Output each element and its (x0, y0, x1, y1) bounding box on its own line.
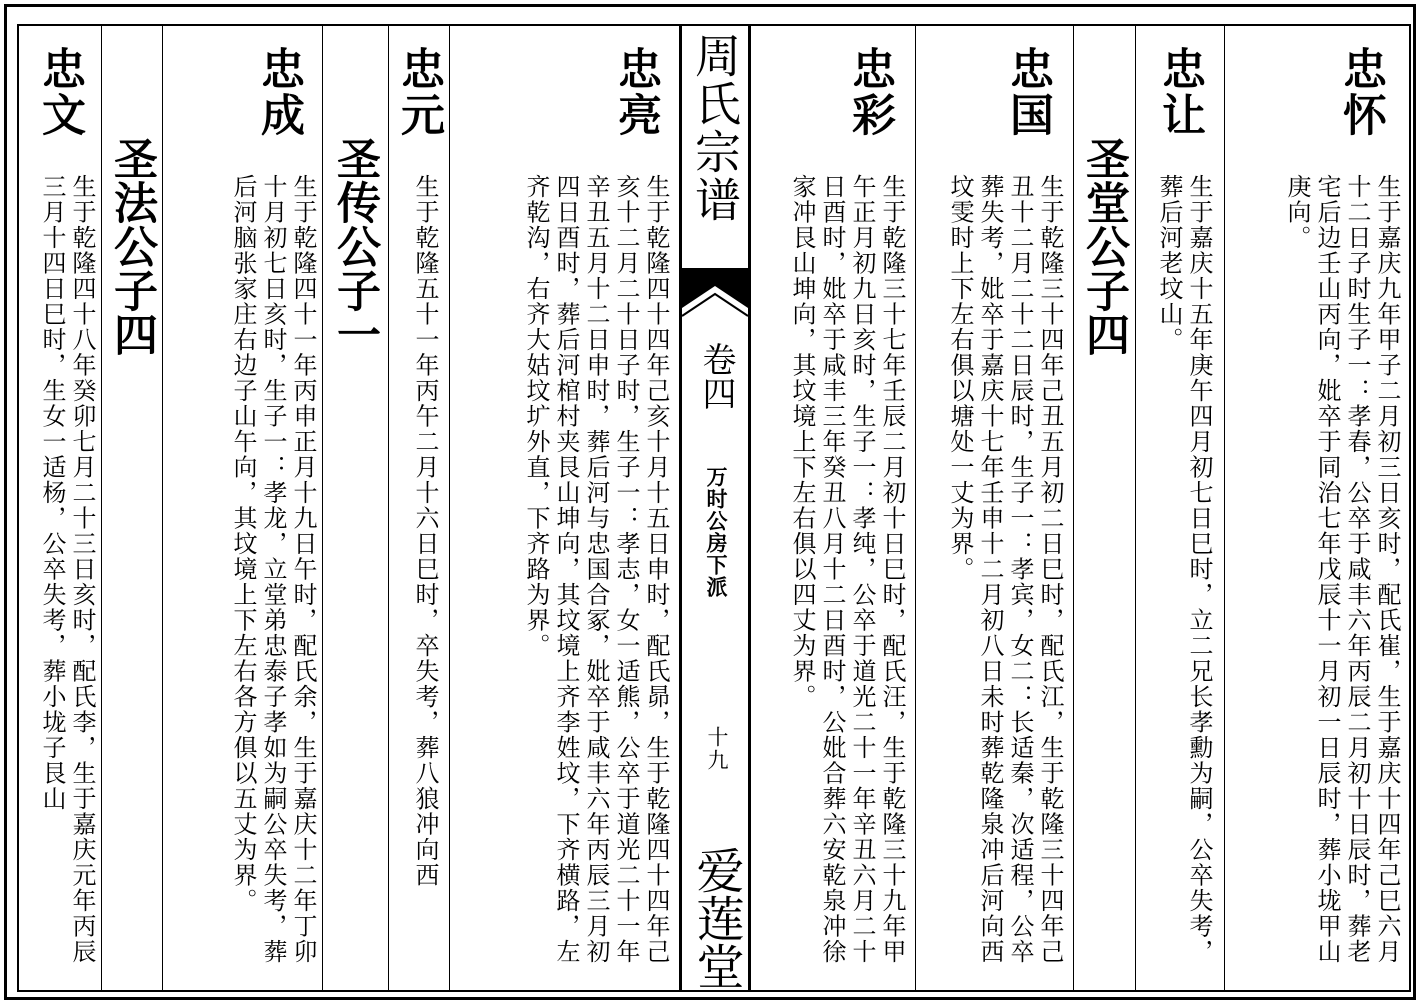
person-name: 忠成 (253, 46, 304, 138)
family-heading: 圣堂公子四 (1078, 136, 1129, 356)
entry-text: 生于嘉庆十五年庚午四月初七日巳时，立二兄长孝勳为嗣，公卒失考，葬后河老坟山。 (1155, 174, 1213, 965)
column-rule (1135, 26, 1136, 990)
branch-label: 万时公房下派 (704, 466, 729, 598)
page-number: 十九 (705, 726, 729, 772)
entry-text: 生于嘉庆九年甲子二月初三日亥时，配氏崔，生于嘉庆十四年己巳六月十二日子时生子一：孝春，公卒于咸丰六年丙辰二月初十日辰时，葬老宅后边壬山丙向，妣卒于同治七年戊辰十一月初一日辰时，葬小垅甲山庚向。 (1283, 174, 1401, 965)
entry-text: 生于乾隆四十四年己亥十月十五日申时，配氏昴，生于乾隆四十四年己亥十二月二十日子时，生子一：孝志，女一适熊，公卒于道光二十一年辛丑五月十二日申时，葬后河与忠国合冢，妣卒于咸丰六年丙辰三月初四日酉时，葬后河棺村夹艮山坤向，其坟境上齐李姓坟，下齐横路，左齐乾沟，右齐大姑坟圹外直，下齐路为界。 (522, 174, 670, 965)
person-name: 忠元 (393, 46, 444, 138)
entry-zhongwen (19, 26, 101, 990)
entry-zhongcheng (162, 26, 322, 990)
book-title: 周氏宗谱 (688, 32, 742, 224)
entry-text: 生于乾隆五十一年丙午二月十六日巳时，卒失考，葬八狼冲向西 (411, 174, 439, 888)
book-spine (679, 26, 751, 990)
person-name: 忠文 (34, 46, 85, 138)
entry-zhongliang (449, 26, 679, 990)
person-name: 忠国 (1002, 46, 1053, 138)
volume-label: 卷四 (696, 342, 736, 410)
entry-zhonghuai (1224, 26, 1409, 990)
column-rule (1224, 26, 1225, 990)
entry-zhongcai (751, 26, 915, 990)
person-name: 忠亮 (610, 46, 661, 138)
column-rule (915, 26, 916, 990)
person-name: 忠怀 (1335, 46, 1386, 138)
column-rule (1073, 26, 1074, 990)
entry-zhongguo (915, 26, 1073, 990)
entry-text: 生于乾隆三十四年己丑五月初二日巳时，配氏江，生于乾隆三十四年己丑十二月二十二日辰时，生子一：孝宾，女二：长适秦，次适程，公卒葬失考，妣卒于嘉庆十七年壬申十二月初八日未时葬乾隆泉冲后河向西坟雯时上下左右俱以塘处一丈为界。 (946, 174, 1064, 965)
person-name: 忠让 (1154, 46, 1205, 138)
heading-column (101, 26, 162, 990)
entry-zhongyuan (388, 26, 449, 990)
family-heading: 圣传公子一 (329, 136, 380, 356)
entry-text: 生于乾隆四十八年癸卯七月二十三日亥时，配氏李，生于嘉庆元年丙辰三月十四日巳时，生女一适杨，公卒失考，葬小垅子艮山 (38, 174, 96, 965)
entry-text: 生于乾隆三十七年壬辰二月初十日巳时，配氏汪，生于乾隆三十九年甲午正月初九日亥时，生子一：孝纯，公卒于道光二十一年辛丑六月二十日酉时，妣卒于咸丰三年癸丑八月十二日酉时，公妣合葬六安乾泉冲徐家冲艮山坤向，其坟境上下左右俱以四丈为界。 (788, 174, 906, 965)
column-rule (449, 26, 450, 990)
column-rule (101, 26, 102, 990)
heading-column (1073, 26, 1135, 990)
column-rule (388, 26, 389, 990)
right-page (751, 26, 1409, 990)
column-rule (322, 26, 323, 990)
family-heading: 圣法公子四 (106, 136, 157, 356)
column-rule (162, 26, 163, 990)
person-name: 忠彩 (844, 46, 895, 138)
heading-column (322, 26, 388, 990)
hall-name: 爱莲堂 (688, 846, 744, 990)
entry-text: 生于乾隆四十一年丙申正月十九日午时，配氏余，生于嘉庆十二年丁卯十月初七日亥时，生子一：孝龙，立堂弟忠泰子孝如为嗣公卒失考，葬后河脑张家庄右边子山午向，其坟境上下左右各方俱以五丈为界。 (229, 174, 317, 965)
entry-zhongrang (1135, 26, 1224, 990)
left-page (19, 26, 679, 990)
